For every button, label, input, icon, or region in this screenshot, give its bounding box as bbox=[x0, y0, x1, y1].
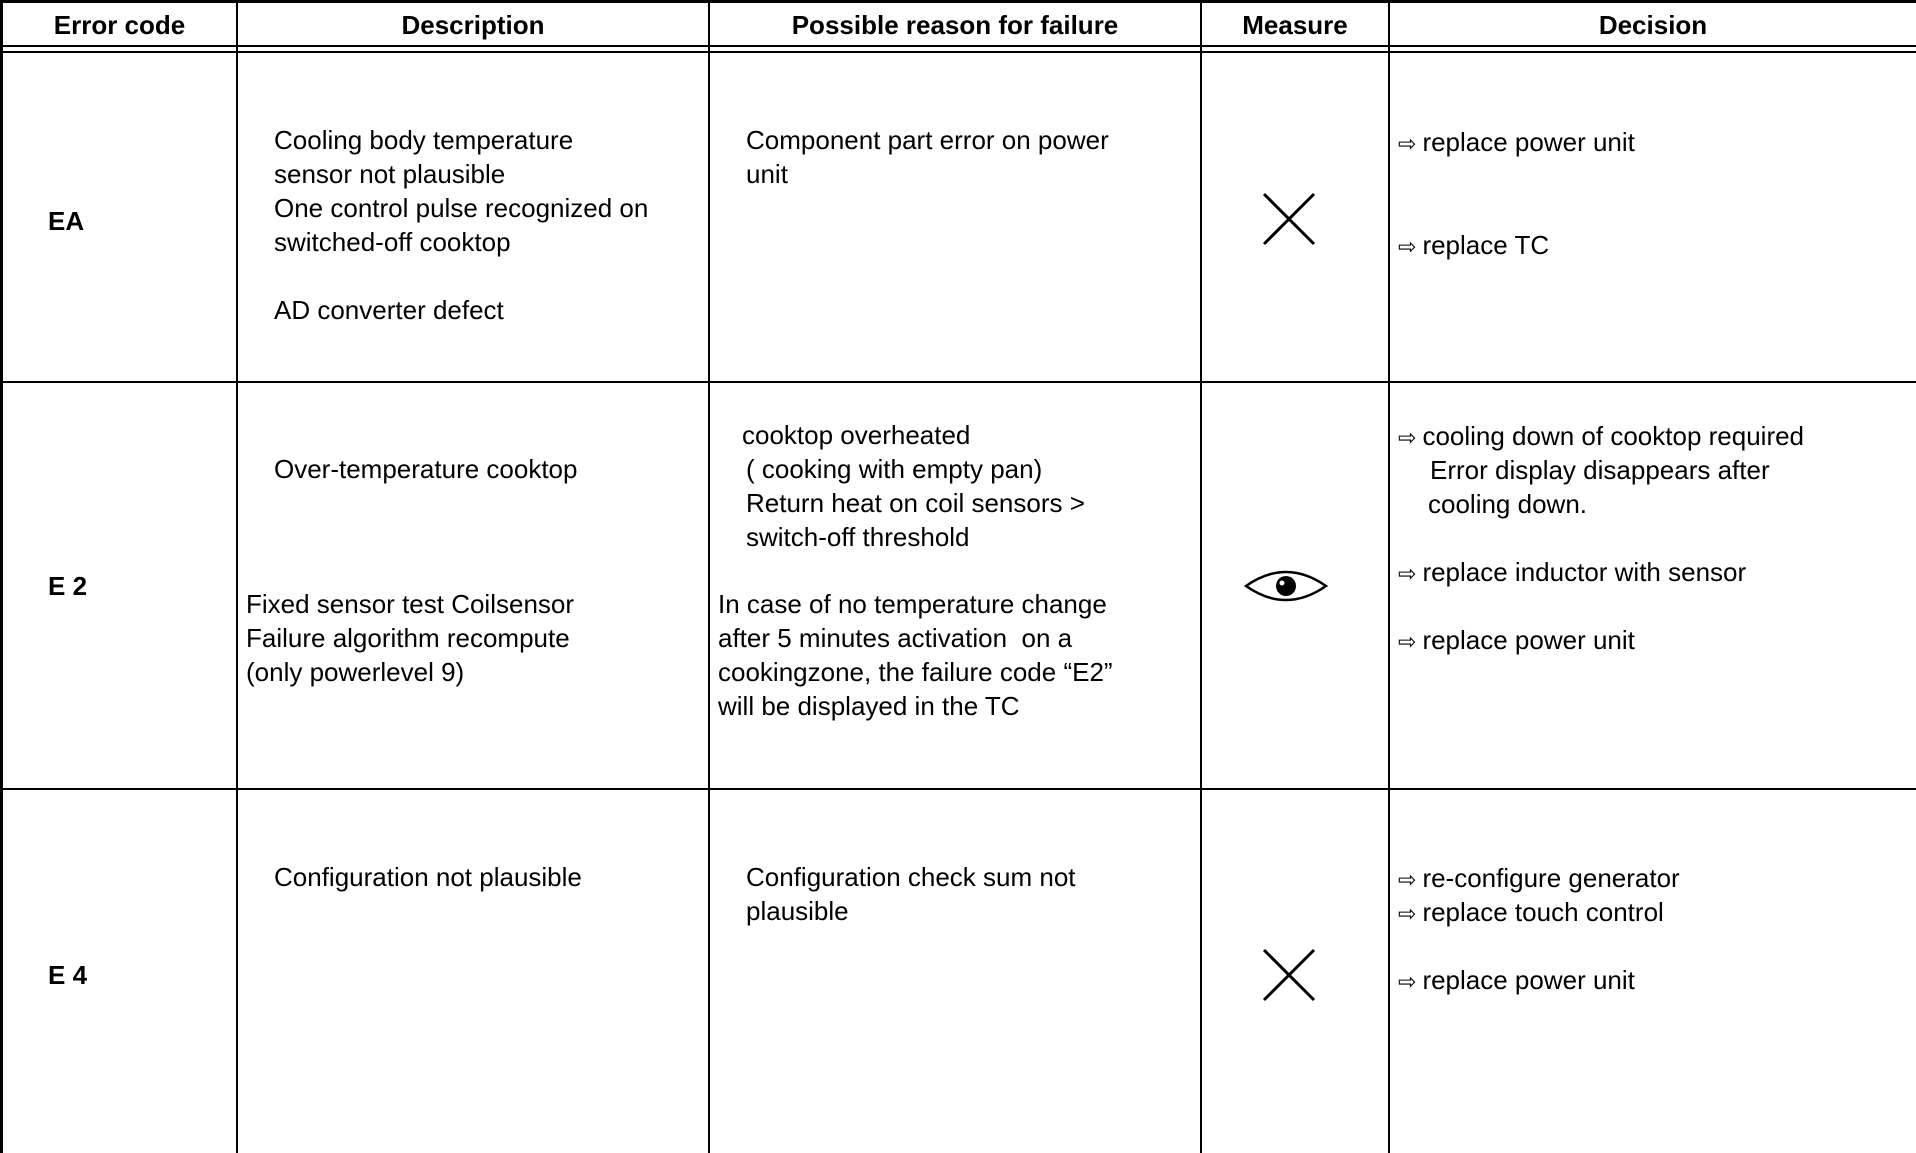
description-line: Cooling body temperature bbox=[274, 125, 574, 155]
arrow-icon: ⇨ bbox=[1398, 867, 1417, 892]
reason-line: Return heat on coil sensors > bbox=[746, 488, 1085, 518]
description-line: Fixed sensor test Coilsensor bbox=[246, 589, 575, 619]
reason-line: ( cooking with empty pan) bbox=[746, 454, 1043, 484]
arrow-icon: ⇨ bbox=[1398, 561, 1417, 586]
reason-line: Component part error on power bbox=[746, 125, 1109, 155]
reason-line: cooktop overheated bbox=[742, 420, 971, 450]
decision-line: ⇨ replace inductor with sensor bbox=[1398, 557, 1747, 587]
description-line: AD converter defect bbox=[274, 295, 504, 325]
cross-icon bbox=[1262, 192, 1316, 246]
description-line: One control pulse recognized on bbox=[274, 193, 649, 223]
description-line: Configuration not plausible bbox=[274, 862, 582, 892]
reason-line: In case of no temperature change bbox=[718, 589, 1107, 619]
decision-line: ⇨ replace TC bbox=[1398, 230, 1550, 260]
header-measure: Measure bbox=[1242, 9, 1348, 40]
reason-line: after 5 minutes activation on a bbox=[718, 623, 1073, 653]
arrow-icon: ⇨ bbox=[1398, 131, 1417, 156]
decision-line: ⇨ cooling down of cooktop required bbox=[1398, 421, 1805, 451]
cross-icon bbox=[1262, 948, 1316, 1002]
arrow-icon: ⇨ bbox=[1398, 629, 1417, 654]
arrow-icon: ⇨ bbox=[1398, 969, 1417, 994]
reason-line: plausible bbox=[746, 896, 849, 926]
header-description: Description bbox=[401, 9, 545, 40]
error-code-ea: EA bbox=[48, 206, 85, 236]
eye-icon bbox=[1244, 566, 1328, 606]
header-divider bbox=[0, 51, 1916, 53]
decision-line: Error display disappears after bbox=[1430, 455, 1770, 485]
arrow-icon: ⇨ bbox=[1398, 901, 1417, 926]
row-divider bbox=[0, 788, 1916, 790]
decision-line: ⇨ replace touch control bbox=[1398, 897, 1664, 927]
column-divider bbox=[236, 0, 238, 1153]
description-line: sensor not plausible bbox=[274, 159, 506, 189]
column-divider bbox=[1200, 0, 1202, 1153]
arrow-icon: ⇨ bbox=[1398, 425, 1417, 450]
description-line: Failure algorithm recompute bbox=[246, 623, 570, 653]
error-code-e2: E 2 bbox=[48, 571, 88, 601]
reason-line: unit bbox=[746, 159, 788, 189]
arrow-icon: ⇨ bbox=[1398, 234, 1417, 259]
decision-line: cooling down. bbox=[1428, 489, 1587, 519]
decision-line: ⇨ replace power unit bbox=[1398, 625, 1635, 655]
reason-line: cookingzone, the failure code “E2” bbox=[718, 657, 1113, 687]
row-divider bbox=[0, 381, 1916, 383]
column-divider bbox=[708, 0, 710, 1153]
header-possible-reason: Possible reason for failure bbox=[791, 9, 1119, 40]
decision-line: ⇨ replace power unit bbox=[1398, 965, 1635, 995]
description-line: switched-off cooktop bbox=[274, 227, 511, 257]
description-line: Over-temperature cooktop bbox=[274, 454, 578, 484]
reason-line: switch-off threshold bbox=[746, 522, 970, 552]
error-code-e4: E 4 bbox=[48, 960, 88, 990]
header-error-code: Error code bbox=[53, 9, 186, 40]
reason-line: will be displayed in the TC bbox=[718, 691, 1020, 721]
decision-line: ⇨ replace power unit bbox=[1398, 127, 1635, 157]
decision-line: ⇨ re-configure generator bbox=[1398, 863, 1680, 893]
column-divider bbox=[1388, 0, 1390, 1153]
description-line: (only powerlevel 9) bbox=[246, 657, 465, 687]
header-decision: Decision bbox=[1598, 9, 1708, 40]
reason-line: Configuration check sum not bbox=[746, 862, 1076, 892]
